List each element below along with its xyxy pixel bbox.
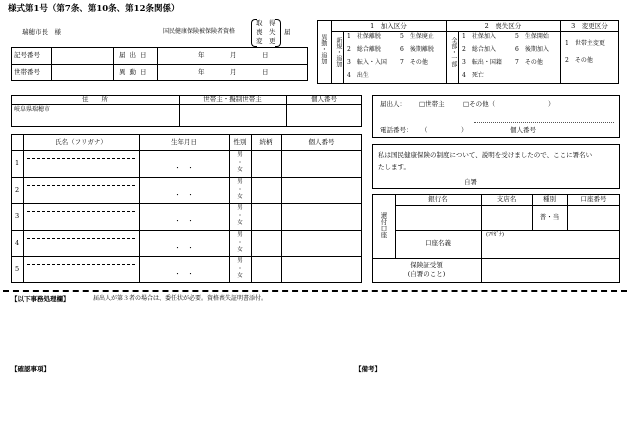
cert-receipt-label-1: 保険証受領: [410, 261, 443, 269]
householder-header: 世帯主・擬制世帯主: [203, 95, 262, 103]
office-section-label: 【以下事務処理欄】: [11, 295, 70, 303]
leave-item-4[interactable]: 4 死亡: [462, 72, 484, 79]
filer-other-checkbox[interactable]: □その他（: [463, 100, 496, 108]
occurred-date-label: 異動日: [119, 68, 151, 76]
recipient: 瑞穂市長 様: [22, 28, 61, 36]
join-item-4[interactable]: 4 出生: [347, 72, 369, 79]
join-header: 1 加入区分: [370, 22, 407, 30]
leave-side-label: 全部・一部: [449, 37, 457, 67]
bank-name-header: 銀行名: [428, 195, 448, 203]
refund-account-side-label: 還付口座: [379, 212, 388, 238]
member-name-field[interactable]: [24, 257, 138, 282]
bank-name-field[interactable]: [396, 206, 480, 229]
change-side-label: 異動・追加: [319, 34, 327, 64]
member-dob-field[interactable]: ・ ・: [174, 270, 194, 278]
leave-header: 2 喪失区分: [484, 22, 522, 30]
member-sex-selector[interactable]: 男 ・ 女: [237, 179, 243, 200]
branch-name-header: 支店名: [496, 195, 517, 203]
account-number-header: 口座番号: [580, 195, 607, 203]
member-dob-field[interactable]: ・ ・: [174, 191, 194, 199]
join-side-label: 新規・追加: [334, 37, 342, 67]
join-item-1[interactable]: 1 社保離脱: [347, 33, 381, 40]
member-row-number: 2: [15, 186, 20, 194]
address-header: 住 所: [82, 95, 108, 103]
leave-item-6[interactable]: 6 後期加入: [515, 46, 549, 53]
leave-item-3[interactable]: 3 転出・国籍: [462, 59, 502, 66]
member-relation-header: 続柄: [259, 138, 273, 146]
member-personal-number-header: 個人番号: [308, 138, 335, 146]
leave-item-1[interactable]: 1 社保加入: [462, 33, 496, 40]
join-item-3[interactable]: 3 転入・入国: [347, 59, 387, 66]
phone-field[interactable]: [426, 125, 460, 135]
filer-name-line: [474, 122, 614, 123]
member-dob-field[interactable]: ・ ・: [174, 164, 194, 172]
action-option-acquire[interactable]: 取 得: [256, 19, 276, 27]
account-holder-label: 口座名義: [425, 239, 451, 247]
member-name-field[interactable]: [24, 204, 138, 229]
signature-label: 自署: [464, 178, 477, 186]
filer-householder-checkbox[interactable]: □世帯主: [419, 100, 445, 108]
consent-text-1: 私は国民健康保険の制度について、説明を受けましたので、ここに署名い: [378, 151, 593, 159]
leave-item-7[interactable]: 7 その他: [515, 59, 543, 66]
member-sex-selector[interactable]: 男 ・ 女: [237, 152, 243, 173]
confirm-area[interactable]: [11, 376, 341, 431]
modify-header: 3 変更区分: [571, 22, 608, 30]
cert-receipt-label-2: (自署のこと): [407, 270, 446, 278]
account-type-header: 種別: [543, 195, 556, 203]
member-row-number: 5: [15, 265, 20, 273]
address-value[interactable]: 岐阜県瑞穂市: [14, 106, 51, 113]
member-row-number: 3: [15, 212, 20, 220]
member-name-field[interactable]: [24, 231, 138, 255]
action-option-loss[interactable]: 喪 失: [256, 28, 276, 36]
form-title: 様式第1号（第7条、第10条、第12条関係）: [8, 4, 180, 14]
cert-receipt-signature-field[interactable]: [482, 259, 619, 282]
symbol-number-field[interactable]: [52, 48, 112, 63]
leave-item-2[interactable]: 2 総合加入: [462, 46, 496, 53]
household-number-field[interactable]: [52, 65, 112, 80]
leave-item-5[interactable]: 5 生保開始: [515, 33, 549, 40]
consent-text-2: たします。: [378, 163, 410, 171]
household-number-label: 世帯番号: [14, 68, 40, 76]
bracket-right: [275, 19, 281, 47]
occurred-date-field[interactable]: 年 月 日: [198, 68, 269, 76]
address-personal-number-header: 個人番号: [311, 95, 337, 103]
symbol-number-label: 記号番号: [14, 51, 40, 59]
join-item-5[interactable]: 5 生保廃止: [400, 33, 434, 40]
account-type-selector[interactable]: 普・当: [539, 213, 560, 221]
member-row-number: 4: [15, 239, 20, 247]
member-name-field[interactable]: [24, 151, 138, 176]
member-sex-selector[interactable]: 男 ・ 女: [237, 232, 243, 253]
member-name-header: 氏名（フリガナ）: [55, 138, 107, 146]
filed-date-field[interactable]: 年 月 日: [198, 51, 269, 59]
member-sex-selector[interactable]: 男 ・ 女: [237, 258, 243, 279]
modify-item-2[interactable]: 2 その他: [565, 57, 593, 64]
account-number-field[interactable]: [568, 206, 619, 229]
branch-name-field[interactable]: [482, 206, 531, 229]
filer-label: 届出人：: [380, 100, 406, 108]
member-sex-header: 性別: [233, 138, 247, 146]
confirm-label: 【確認事項】: [11, 365, 50, 373]
member-dob-field[interactable]: ・ ・: [174, 217, 194, 225]
member-dob-field[interactable]: ・ ・: [174, 244, 194, 252]
account-holder-field[interactable]: [482, 238, 619, 257]
furigana-label: (ﾌﾘｶﾞﾅ): [486, 232, 505, 238]
join-item-6[interactable]: 6 後期離脱: [400, 46, 434, 53]
householder-personal-number-field[interactable]: [287, 105, 361, 126]
householder-field[interactable]: [180, 105, 285, 126]
member-row-number: 1: [15, 159, 20, 167]
join-item-7[interactable]: 7 その他: [400, 59, 428, 66]
form-suffix: 届: [284, 28, 291, 36]
member-name-field[interactable]: [24, 178, 138, 202]
modify-item-1[interactable]: 1 世帯主変更: [565, 40, 605, 47]
remarks-label: 【備考】: [355, 365, 381, 373]
join-item-2[interactable]: 2 総合離脱: [347, 46, 381, 53]
phone-label: 電話番号：: [380, 126, 413, 134]
filed-date-label: 届出日: [119, 51, 151, 59]
office-note: 届出人が第３者の場合は、委任状が必要。資格喪失証明書添付。: [93, 295, 268, 302]
remarks-area[interactable]: [355, 376, 620, 431]
office-divider: [3, 290, 627, 292]
action-options: [256, 19, 276, 46]
filer-personal-number-label: 個人番号: [510, 126, 536, 134]
member-sex-selector[interactable]: 男 ・ 女: [237, 205, 243, 226]
action-option-change[interactable]: 変 更: [256, 37, 276, 45]
member-dob-header: 生年月日: [171, 138, 197, 146]
qualification-label: 国民健康保険被保険者資格: [163, 28, 236, 35]
